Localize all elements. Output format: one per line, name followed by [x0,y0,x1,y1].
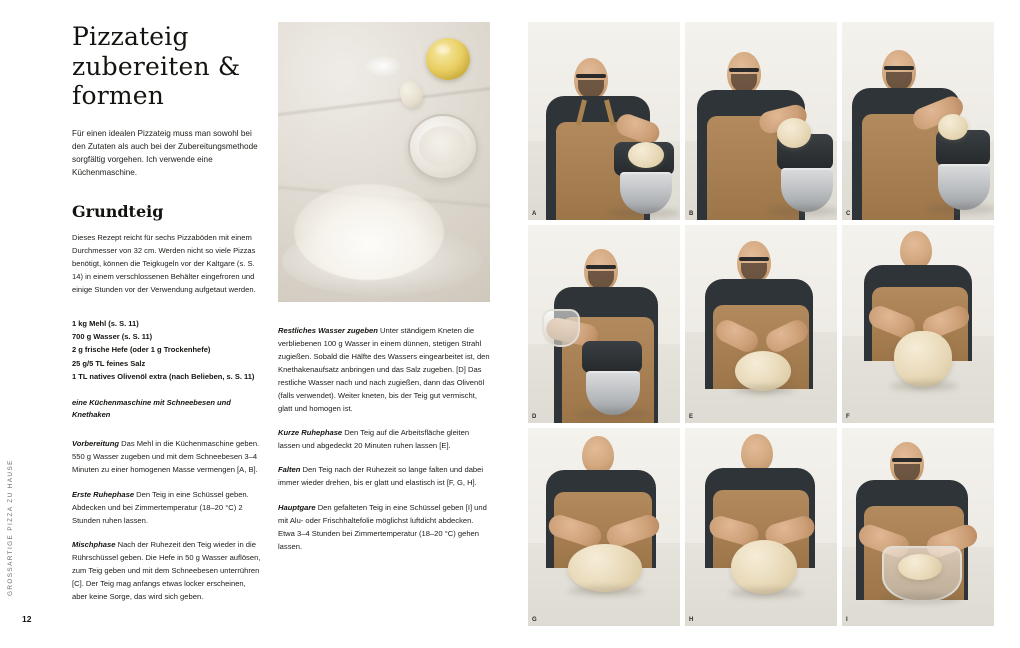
photo-d [528,225,680,423]
egg [396,77,426,110]
kitchen-scene [528,428,680,626]
photo-f [842,225,994,423]
shadow [729,588,803,598]
kitchen-scene [685,22,837,220]
kitchen-scene [528,225,680,423]
ingredient-item: 2 g frische Hefe (oder 1 g Trockenhefe) [72,345,211,355]
step-restliches-wasser [278,324,490,415]
photo-label: F [846,414,850,420]
marble-vein [278,84,490,118]
step-title: Restliches Wasser zugeben [278,326,378,335]
baker-glasses [729,68,759,72]
photo-label: I [846,617,848,623]
step-title: Kurze Ruhephase [278,428,343,438]
kitchen-scene [685,428,837,626]
shadow [928,204,994,214]
photo-g [528,428,680,626]
step-title: Vorbereitung [72,439,119,449]
step-text: Nach der Ruhezeit den Teig wieder in die Rührschüssel geben. Die Hefe in 50 g Wasser auflösen, zum Teig geben und mit dem Schneebesen unterrühren [C]. Der Teig mag anfangs etwas locker erscheinen, aber keine Sorge, das wird sich geben. [72,539,261,601]
ingredient-item: 1 TL natives Olivenöl extra (nach Belieben, s. S. 11) [72,372,255,382]
dough-mass [628,142,664,168]
step-vorbereitung [72,437,262,476]
section-heading-grundteig: Grundteig [72,201,164,221]
step-text: Den Teig nach der Ruhezeit so lange falten und dabei immer wieder drehen, bis er glatt und elastisch ist [F, G, H]. [278,465,484,488]
left-text-column [72,22,262,622]
kitchen-scene [528,22,680,220]
photo-i [842,428,994,626]
step-text: Den gefalteten Teig in eine Schüssel geben [I] und mit Alu- oder Frischhaltefolie möglichst luftdicht abdecken. Etwa 3–4 Stunden bei Zimmertemperatur (18–20 °C) gehen lassen. [278,502,487,551]
dough-mass [777,118,811,148]
step-title: Erste Ruhephase [72,489,135,499]
photo-label: G [532,617,537,623]
baker-glasses [739,257,769,261]
ingredient-item: 1 kg Mehl (s. S. 11) [72,318,139,328]
dough-mass [568,544,642,592]
photo-label: D [532,414,537,420]
shadow [568,586,644,596]
equipment-note: eine Küchenmaschine mit Schneebesen und Knethaken [72,398,231,420]
intro-paragraph: Für einen idealen Pizzateig muss man sowohl bei den Zutaten als auch bei der Zubereitungsmethode sorgfältig vorgehen. Ich verwende eine Küchenmaschine. [72,128,258,178]
photo-a [528,22,680,220]
baker-glasses [576,74,606,78]
photo-e [685,225,837,423]
photo-b [685,22,837,220]
kitchen-scene [842,428,994,626]
salt-spot [366,56,400,76]
dough-ball [731,540,797,594]
step-erste-ruhephase [72,488,262,527]
photo-label: A [532,211,537,217]
baker-glasses [586,265,616,269]
shadow [608,208,680,218]
page-number: 12 [22,614,32,624]
shadow [733,385,795,395]
olive-oil-jar [426,38,470,80]
photo-label: C [846,211,851,217]
middle-column [278,22,490,626]
page-title: Pizzateig zubereiten & formen [72,22,241,110]
grundteig-body: Dieses Rezept reicht für sechs Pizzaböden mit einem Durchmesser von 32 cm. Werden nicht so viele Pizzas benötigt, können die Teigkugeln vor der Kaltgare (s. S. 14) in einem verschlossenen Behälter eingefroren und einige Stunden vor der Verwendung aufgetaut werden. [72,232,256,295]
step-falten [278,463,490,489]
baker-head [582,436,614,474]
ingredient-list [72,317,262,384]
baker-head [900,231,932,269]
shadow [890,381,958,391]
middle-text-block [278,324,490,553]
step-hauptgare [278,501,490,553]
dough-ball [898,554,942,580]
step-kurze-ruhephase [278,426,490,452]
measuring-jug [542,309,580,347]
step-title: Hauptgare [278,502,316,512]
kitchen-scene [685,225,837,423]
step-text: Das Mehl in die Küchenmaschine geben. 550 g Wasser zugeben und mit dem Schneebesen 3–4 Minuten zu einer homogenen Masse vermengen [A, B]. [72,439,260,475]
baker-glasses [884,66,914,70]
step-text: Den Teig auf die Arbeitsfläche gleiten lassen und abgedeckt 20 Minuten ruhen lassen [E]. [278,428,470,451]
shadow [882,594,960,604]
dough-mass [938,114,968,140]
step-text: Den Teig in eine Schüssel geben. Abdecken und bei Zimmertemperatur (18–20 °C) 2 Stunden ruhen lassen. [72,489,249,525]
ingredient-item: 700 g Wasser (s. S. 11) [72,331,153,341]
flour-pile [294,184,444,280]
photo-label: E [689,414,694,420]
step-title: Mischphase [72,539,116,549]
step-title: Falten [278,465,301,475]
photo-h [685,428,837,626]
shadow [576,409,650,419]
shadow [769,206,837,216]
ingredient-item: 25 g/5 TL feines Salz [72,358,146,368]
baker-glasses [892,458,922,462]
step-mischphase [72,538,262,603]
dough-mass [894,331,952,387]
hero-photo-ingredients [278,22,490,302]
glass-bowl [408,114,478,180]
baker-head [741,434,773,472]
kitchen-scene [842,225,994,423]
stand-mixer-body [582,341,642,373]
chapter-side-tab: GROSSARTIGE PIZZA ZU HAUSE [7,459,14,596]
photo-label: H [689,617,694,623]
photo-label: B [689,211,694,217]
step-text: Unter ständigem Kneten die verbliebenen 100 g Wasser in einem dünnen, stetigen Strahl zugießen. Sobald die Hälfte des Wassers eingearbeitet ist, den Knethakenaufsatz anbringen und das Salz zugeben. [D] Das restliche Wasser nach und nach zugießen, dann das Olivenöl (falls verwendet). Weiter kneten, bis der Teig gut vermischt, glatt und homogen ist. [278,326,490,414]
photo-c [842,22,994,220]
step-photo-grid [528,22,1000,626]
kitchen-scene [842,22,994,220]
